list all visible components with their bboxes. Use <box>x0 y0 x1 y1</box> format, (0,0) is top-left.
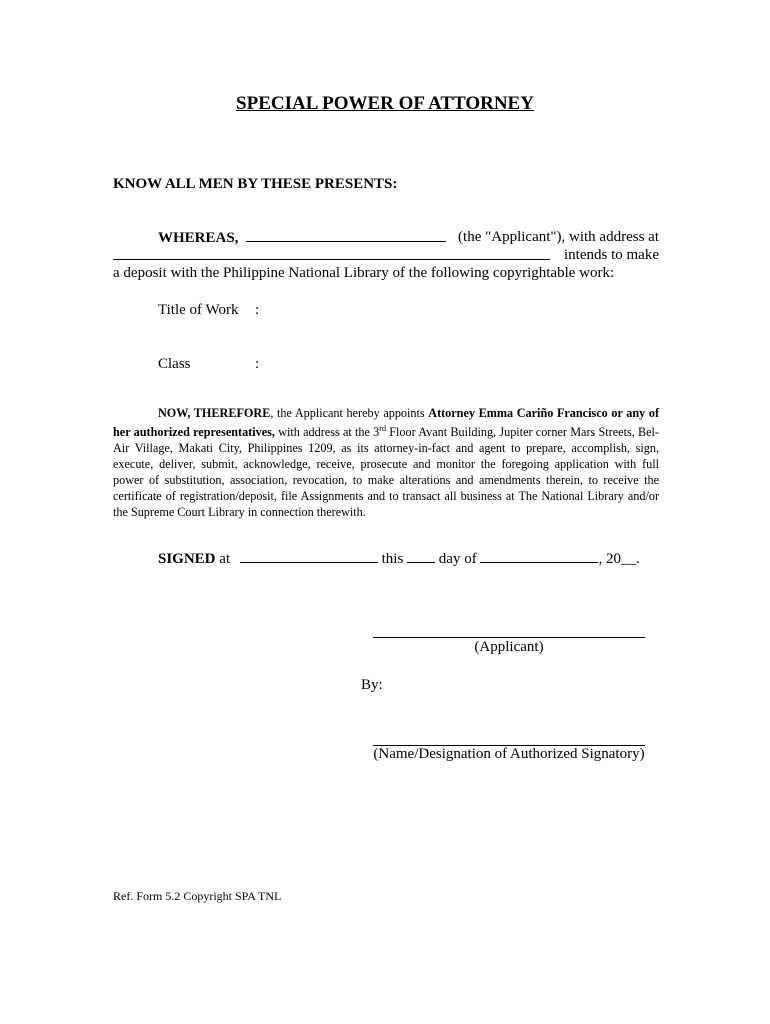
document-title: SPECIAL POWER OF ATTORNEY <box>236 93 534 114</box>
ordinal-suffix: rd <box>379 424 386 433</box>
applicant-address-blank[interactable] <box>113 246 550 260</box>
intends-text: intends to make <box>564 247 659 263</box>
now-therefore-lead: NOW, THEREFORE <box>158 406 271 420</box>
whereas-lead: WHEREAS, <box>158 230 239 246</box>
whereas-line-1 <box>113 228 659 246</box>
class-field <box>158 356 260 373</box>
applicant-label: (Applicant) <box>474 639 544 655</box>
title-of-work-field <box>158 302 260 319</box>
signed-month-blank[interactable] <box>480 550 598 563</box>
applicant-text: (the "Applicant"), with address at <box>458 229 659 245</box>
attorney-name: Attorney Emma Cariño Francisco or any of her authorized representatives, <box>113 406 659 440</box>
now-therefore-paragraph <box>113 405 659 520</box>
now-therefore-text-2: with address at the 3 <box>274 425 380 440</box>
signed-lead: SIGNED <box>158 551 216 567</box>
signed-year-suffix: __. <box>620 551 640 567</box>
class-colon: : <box>255 356 260 372</box>
applicant-signature-line[interactable] <box>373 637 645 638</box>
class-label: Class <box>158 356 191 372</box>
authorized-signatory-label: (Name/Designation of Authorized Signatory) <box>373 746 645 762</box>
signed-day-blank[interactable] <box>407 550 435 563</box>
whereas-line-3: a deposit with the Philippine National Library of the following copyrightable work: <box>113 265 615 281</box>
whereas-paragraph <box>113 228 659 282</box>
title-of-work-label: Title of Work <box>158 302 239 318</box>
now-therefore-text-3: Floor Avant Building, Jupiter corner Mars Streets, Bel-Air Village, Makati City, Philippines 1209, as its attorney-in-fact and agent to prepare, accomplish, sign, execute, deliver, submit, acknowledge, receive, prosecute and monitor the foregoing application with full power of substitution, association, revocation, to make alterations and amendments therein, to receive the certificate of registration/deposit, file Assignments and to transact all business at The National Library and/or the Supreme Court Library in connection therewith. <box>113 425 659 520</box>
signed-day-of: day of <box>438 551 477 567</box>
by-label: By: <box>361 677 383 693</box>
title-of-work-colon: : <box>255 302 260 318</box>
signed-place-blank[interactable] <box>240 550 378 563</box>
signed-this: this <box>381 551 404 567</box>
signed-at: at <box>219 551 231 567</box>
footer-reference: Ref. Form 5.2 Copyright SPA TNL <box>113 889 282 903</box>
document-subheading: KNOW ALL MEN BY THESE PRESENTS: <box>113 176 398 192</box>
signed-year-prefix: , 20 <box>598 551 621 567</box>
applicant-name-blank[interactable] <box>246 228 446 242</box>
signed-line <box>158 550 640 568</box>
now-therefore-text-1: , the Applicant hereby appoints <box>270 406 429 420</box>
whereas-line-2 <box>113 246 659 264</box>
